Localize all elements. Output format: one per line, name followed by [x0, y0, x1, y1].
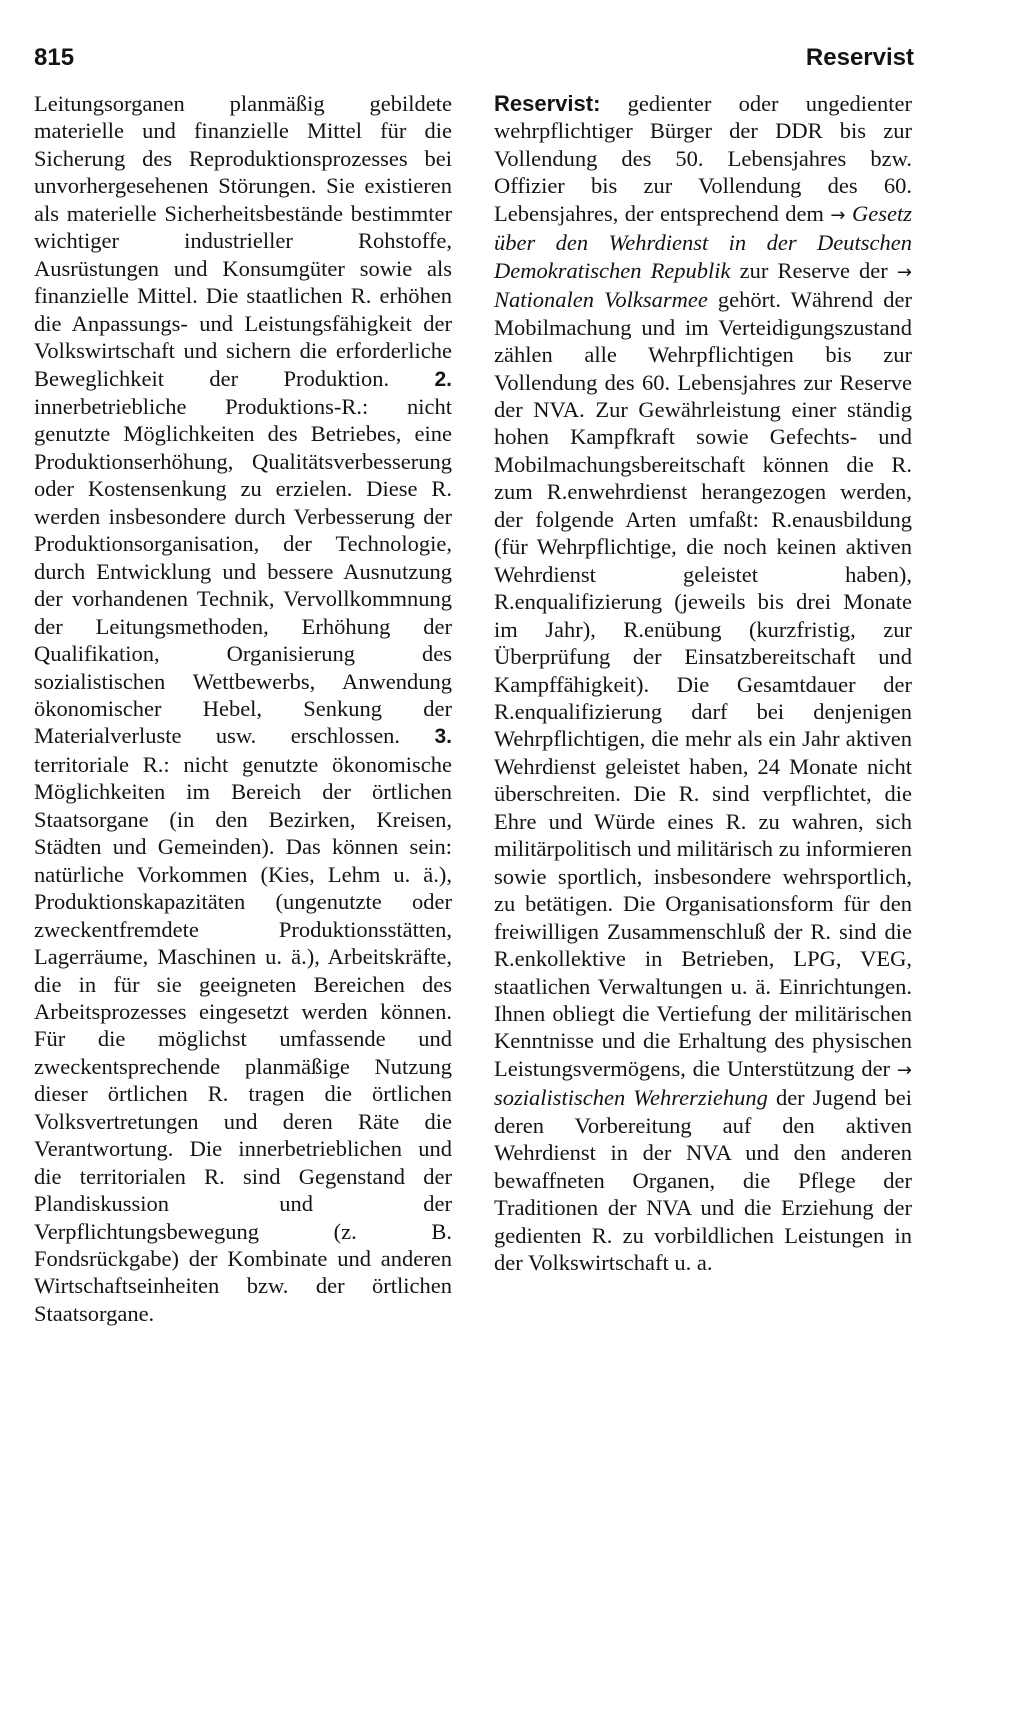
- page-header: [34, 38, 914, 78]
- cross-reference: sozialistischen Wehrerziehung: [494, 1085, 768, 1111]
- running-head: Reservist: [805, 44, 914, 71]
- text-run: territoriale R.: nicht genutzte ökonomische Möglichkeiten im Bereich der örtlichen Staatsorgane (in den Bezirken, Kreisen, Städten und Gemeinden). Das können sein: natürliche Vorkommen (Kies, Lehm u. ä.), Produktionskapazitäten (ungenutzte oder zweckentfremdete Produktionsstätten, Lagerräume, Maschinen u. ä.), Arbeitskräfte, die in für sie geeigneten Bereichen des Arbeitsprozesses eingesetzt werden können. Für die möglichst umfassende und zweckentsprechende planmäßige Nutzung dieser örtlichen R. tragen die örtlichen Volksvertretungen und deren Räte die Verantwortung. Die innerbetrieblichen und die territorialen R. sind Gegenstand der Plandiskussion und der Verpflichtungsbewegung (z. B. Fondsrückgabe) der Kombinate und anderen Wirtschaftseinheiten bzw. der örtlichen Staatsorgane.: [34, 751, 452, 1326]
- cross-reference: Nationalen Volksarmee: [494, 287, 708, 313]
- section-number-2: 2.: [434, 367, 452, 391]
- cross-reference-arrow-icon: →: [896, 261, 912, 283]
- text-run: zur Reserve der: [730, 257, 897, 283]
- text-run: der Jugend bei deren Vorbereitung auf den aktiven Wehrdienst in der NVA und den anderen bewaffneten Organen, die Pflege der Traditionen der NVA und die Erziehung der gedienten R. zu vorbildlichen Leistungen in der Volkswirtschaft u. a.: [494, 1085, 913, 1276]
- entry-lemma: Reservist:: [494, 91, 601, 116]
- page-number: 815: [34, 44, 75, 71]
- text-run: gehört. Während der Mobilmachung und im Verteidigungszustand zählen alle Wehrpflichtigen bis zur Vollendung des 60. Lebensjahres zur Reserve der NVA. Zur Gewährleistung einer ständig hohen Kampfkraft sowie Gefechts- und Mobilmachungsbereitschaft können die R. zum R.enwehrdienst herangezogen werden, der folgende Arten umfaßt: R.enausbildung (für Wehrpflichtige, die noch keinen aktiven Wehrdienst geleistet haben), R.enqualifizierung (jeweils bis drei Monate im Jahr), R.enübung (kurzfristig, zur Überprüfung der Einsatzbereitschaft und Kampffähigkeit). Die Gesamtdauer der R.enqualifizierung darf bei denjenigen Wehrpflichtigen, die mehr als ein Jahr aktiven Wehrdienst geleistet haben, 24 Monate nicht überschreiten. Die R. sind verpflichtet, die Ehre und Würde eines R. zu wahren, sich militärpolitisch und militärisch zu informieren sowie sportlich, insbesondere wehrsportlich, zu betätigen. Die Organisationsform für den freiwilligen Zusammenschluß der R. sind die R.enkollektive in Betrieben, LPG, VEG, staatlichen Verwaltungen u. ä. Einrichtungen. Ihnen obliegt die Vertiefung der militärischen Kenntnisse und die Erhaltung des physischen Leistungsvermögens, die Unterstützung der: [494, 287, 912, 1081]
- text-run: Leitungsorganen planmäßig gebildete materielle und finanzielle Mittel für die Sicherung des Reproduktionsprozesses bei unvorhergesehenen Störungen. Sie existieren als materielle Sicherheitsbestände bestimmter wichtiger industrieller Rohstoffe, Ausrüstungen und Konsumgüter sowie als finanzielle Mittel. Die staatlichen R. erhöhen die Anpassungs- und Leistungsfähigkeit der Volkswirtschaft und sichern die erforderliche Beweglichkeit der Produktion.: [34, 91, 452, 391]
- cross-reference-arrow-icon: →: [896, 1059, 912, 1081]
- left-column: [34, 90, 452, 1327]
- cross-reference: Gesetz über den Wehrdienst in der Deutschen Demokratischen Republik: [494, 200, 912, 283]
- text-run: gedienter oder ungedienter wehrpflichtiger Bürger der DDR bis zur Vollendung des 50. Lebensjahres bzw. Offizier bis zur Vollendung des 60. Lebensjahres, der entsprechend dem: [494, 91, 912, 226]
- right-column: [494, 90, 912, 1276]
- text-run: innerbetriebliche Produktions-R.: nicht genutzte Möglichkeiten des Betriebes, eine Produktionserhöhung, Qualitätsverbesserung oder Kostensenkung zu erzielen. Diese R. werden insbesondere durch Verbesserung der Produktionsorganisation, der Technologie, durch Entwicklung und bessere Ausnutzung der vorhandenen Technik, Vervollkommnung der Leitungsmethoden, Erhöhung der Qualifikation, Organisierung des sozialistischen Wettbewerbs, Anwendung ökonomischer Hebel, Senkung der Materialverluste usw. erschlossen.: [34, 393, 452, 749]
- entry-reservist: [494, 90, 912, 1276]
- left-column-text: [34, 90, 452, 1327]
- section-number-3: 3.: [434, 725, 452, 749]
- cross-reference-arrow-icon: →: [830, 204, 846, 226]
